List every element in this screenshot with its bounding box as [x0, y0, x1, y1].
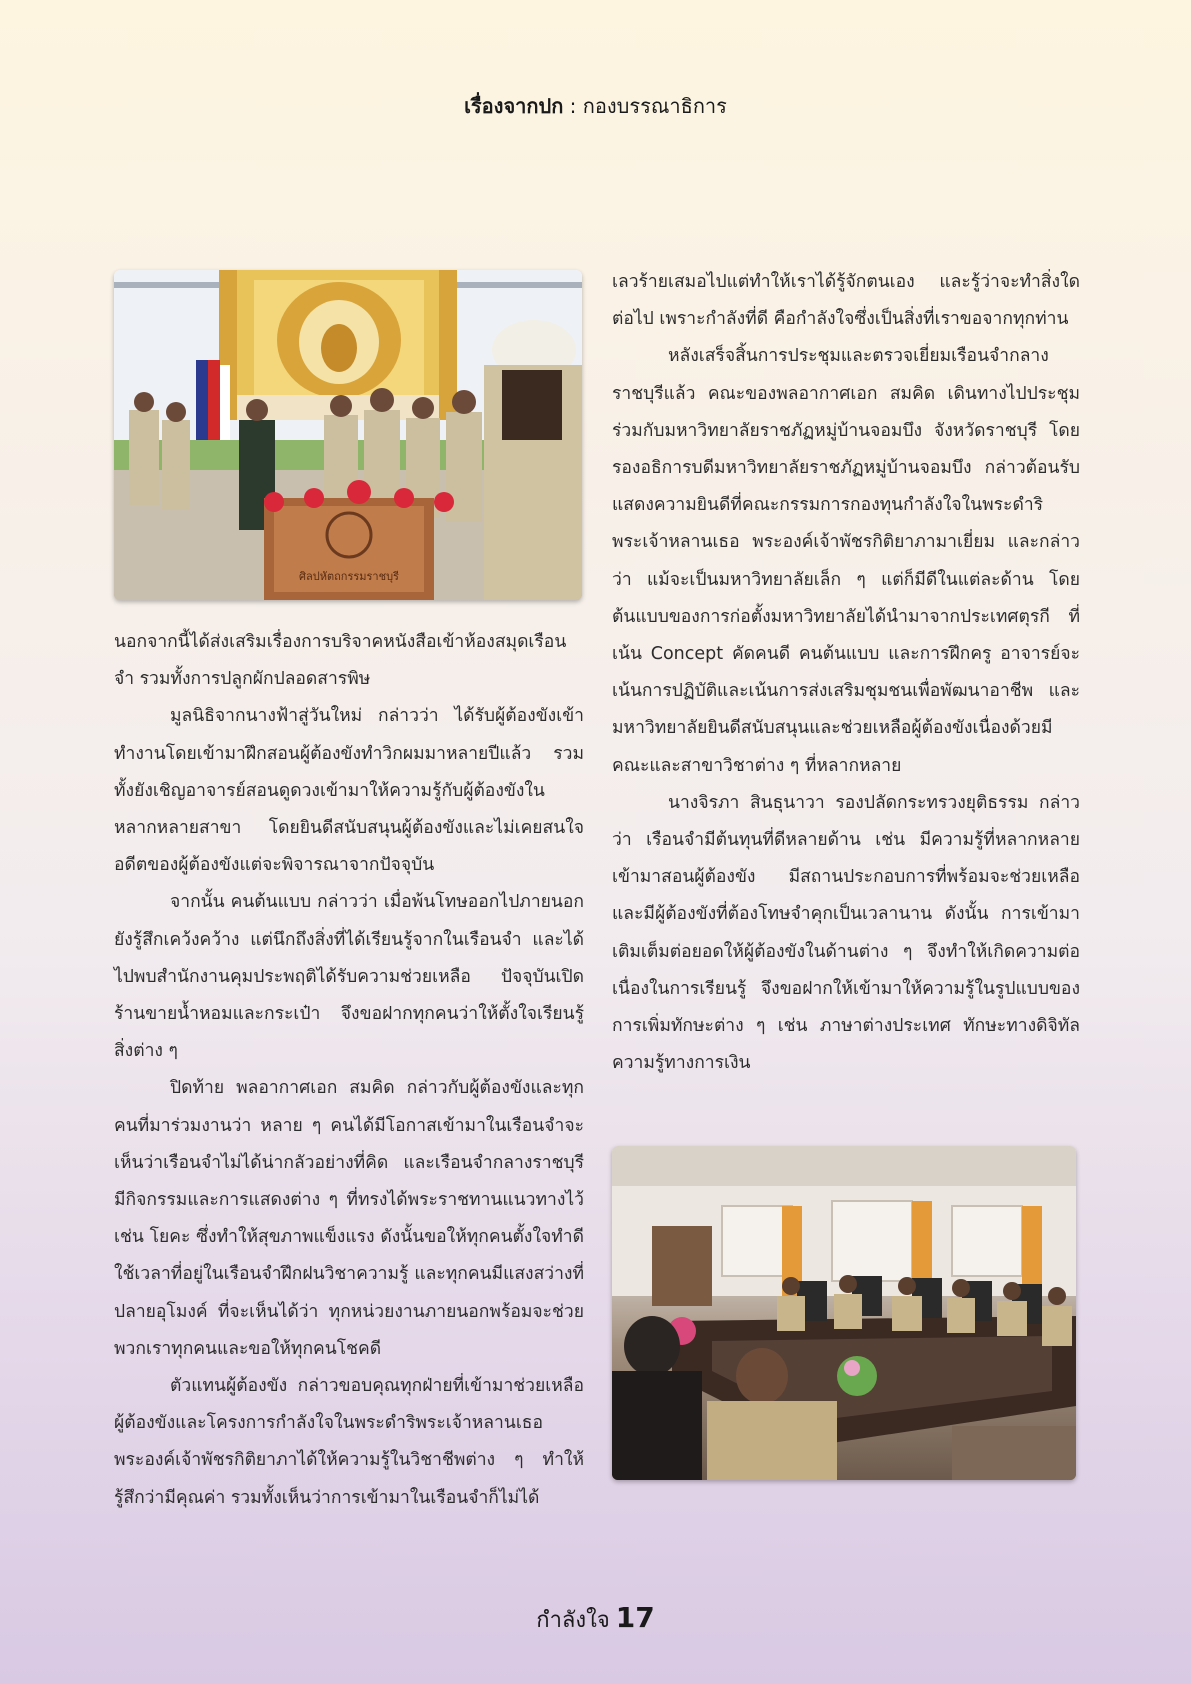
- right-paragraph-3: นางจิรภา สินธุนาวา รองปลัดกระทรวงยุติธรรม กล่าวว่า เรือนจำมีต้นทุนที่ดีหลายด้าน เช่น มีความรู้ที่หลากหลายเข้ามาสอนผู้ต้องขัง มีสถานประกอบการที่พร้อมจะช่วยเหลือ และมีผู้ต้องขังที่ต้องโทษจำคุกเป็นเวลานาน ดังนั้น การเข้ามาเติมเต็มต่อยอดให้ผู้ต้องขังในด้านต่าง ๆ จึงทำให้เกิดความต่อเนื่องในการเรียนรู้ จึงขอฝากให้เข้ามาให้ความรู้ในรูปแบบของการเพิ่มทักษะต่าง ๆ เช่น ภาษาต่างประเทศ ทักษะทางดิจิทัล ความรู้ทางการเงิน: [612, 792, 1080, 1074]
- page-header: [0, 88, 1191, 124]
- meeting-photo-illustration: [612, 1146, 1076, 1480]
- meeting-photo: [612, 1146, 1076, 1480]
- left-paragraph-5: ตัวแทนผู้ต้องขัง กล่าวขอบคุณทุกฝ่ายที่เข้ามาช่วยเหลือผู้ต้องขังและโครงการกำลังใจในพระดำริพระเจ้าหลานเธอ พระองค์เจ้าพัชรกิติยาภาได้ให้ความรู้ในวิชาชีพต่าง ๆ ทำให้รู้สึกว่ามีคุณค่า รวมทั้งเห็นว่าการเข้ามาในเรือนจำก็ไม่ได้: [114, 1376, 584, 1508]
- right-text-column: [612, 264, 1080, 1082]
- podium-sign: ศิลปหัตถกรรมราชบุรี: [299, 570, 399, 583]
- magazine-name: กำลังใจ: [536, 1608, 610, 1633]
- ceremony-photo: [114, 270, 582, 600]
- left-paragraph-1: นอกจากนี้ได้ส่งเสริมเรื่องการบริจาคหนังสือเข้าห้องสมุดเรือนจำ รวมทั้งการปลูกผักปลอดสารพิษ: [114, 632, 567, 690]
- left-paragraph-3: จากนั้น คนต้นแบบ กล่าวว่า เมื่อพ้นโทษออกไปภายนอก ยังรู้สึกเคว้งคว้าง แต่นึกถึงสิ่งที่ได้เรียนรู้จากในเรือนจำ และได้ไปพบสำนักงานคุมประพฤติได้รับความช่วยเหลือ ปัจจุบันเปิดร้านขายน้ำหอมและกระเป๋า จึงขอฝากทุกคนว่าให้ตั้งใจเรียนรู้สิ่งต่าง ๆ: [114, 892, 584, 1062]
- left-paragraph-2: มูลนิธิจากนางฟ้าสู่วันใหม่ กล่าวว่า ได้รับผู้ต้องขังเข้าทำงานโดยเข้ามาฝึกสอนผู้ต้องขังทำวิกผมมาหลายปีแล้ว รวมทั้งยังเชิญอาจารย์สอนดูดวงเข้ามาให้ความรู้กับผู้ต้องขังในหลากหลายสาขา โดยยินดีสนับสนุนผู้ต้องขังและไม่เคยสนใจอดีตของผู้ต้องขังแต่จะพิจารณาจากปัจจุบัน: [114, 706, 584, 876]
- ceremony-photo-illustration: [114, 270, 582, 600]
- page-number: 17: [615, 1601, 655, 1634]
- right-paragraph-2: หลังเสร็จสิ้นการประชุมและตรวจเยี่ยมเรือนจำกลางราชบุรีแล้ว คณะของพลอากาศเอก สมคิด เดินทางไปประชุมร่วมกับมหาวิทยาลัยราชภัฏหมู่บ้านจอมบึง จังหวัดราชบุรี โดยรองอธิการบดีมหาวิทยาลัยราชภัฏหมู่บ้านจอมบึง กล่าวต้อนรับแสดงความยินดีที่คณะกรรมการกองทุนกำลังใจในพระดำริพระเจ้าหลานเธอ พระองค์เจ้าพัชรกิติยาภามาเยี่ยม และกล่าวว่า แม้จะเป็นมหาวิทยาลัยเล็ก ๆ แต่ก็มีดีในแต่ละด้าน โดยต้นแบบของการก่อตั้งมหาวิทยาลัยได้นำมาจากประเทศตุรกี ที่เน้น Concept คัดคนดี คนต้นแบบ และการฝึกครู อาจารย์จะเน้นการปฏิบัติและเน้นการส่งเสริมชุมชนเพื่อพัฒนาอาชีพ และมหาวิทยาลัยยินดีสนับสนุนและช่วยเหลือผู้ต้องขังเนื่องด้วยมีคณะและสาขาวิชาต่าง ๆ ที่หลากหลาย: [612, 346, 1080, 776]
- right-paragraph-1: เลวร้ายเสมอไปแต่ทำให้เราได้รู้จักตนเอง และรู้ว่าจะทำสิ่งใดต่อไป เพราะกำลังที่ดี คือกำลังใจซึ่งเป็นสิ่งที่เราขอจากทุกท่าน: [612, 272, 1080, 330]
- header-author: กองบรรณาธิการ: [582, 94, 727, 118]
- page-footer: [0, 1598, 1191, 1638]
- header-separator: :: [563, 94, 583, 118]
- left-paragraph-4: ปิดท้าย พลอากาศเอก สมคิด กล่าวกับผู้ต้องขังและทุกคนที่มาร่วมงานว่า หลาย ๆ คนได้มีโอกาสเข้ามาในเรือนจำจะเห็นว่าเรือนจำไม่ได้น่ากลัวอย่างที่คิด และเรือนจำกลางราชบุรีมีกิจกรรมและการแสดงต่าง ๆ ที่ทรงได้พระราชทานแนวทางไว้ เช่น โยคะ ซึ่งทำให้สุขภาพแข็งแรง ดังนั้นขอให้ทุกคนตั้งใจทำดี ใช้เวลาที่อยู่ในเรือนจำฝึกฝนวิชาความรู้ และทุกคนมีแสงสว่างที่ปลายอุโมงค์ ที่จะเห็นได้ว่า ทุกหน่วยงานภายนอกพร้อมจะช่วยพวกเราทุกคนและขอให้ทุกคนโชคดี: [114, 1078, 584, 1359]
- left-text-column: [114, 624, 584, 1517]
- section-title: เรื่องจากปก: [464, 94, 564, 118]
